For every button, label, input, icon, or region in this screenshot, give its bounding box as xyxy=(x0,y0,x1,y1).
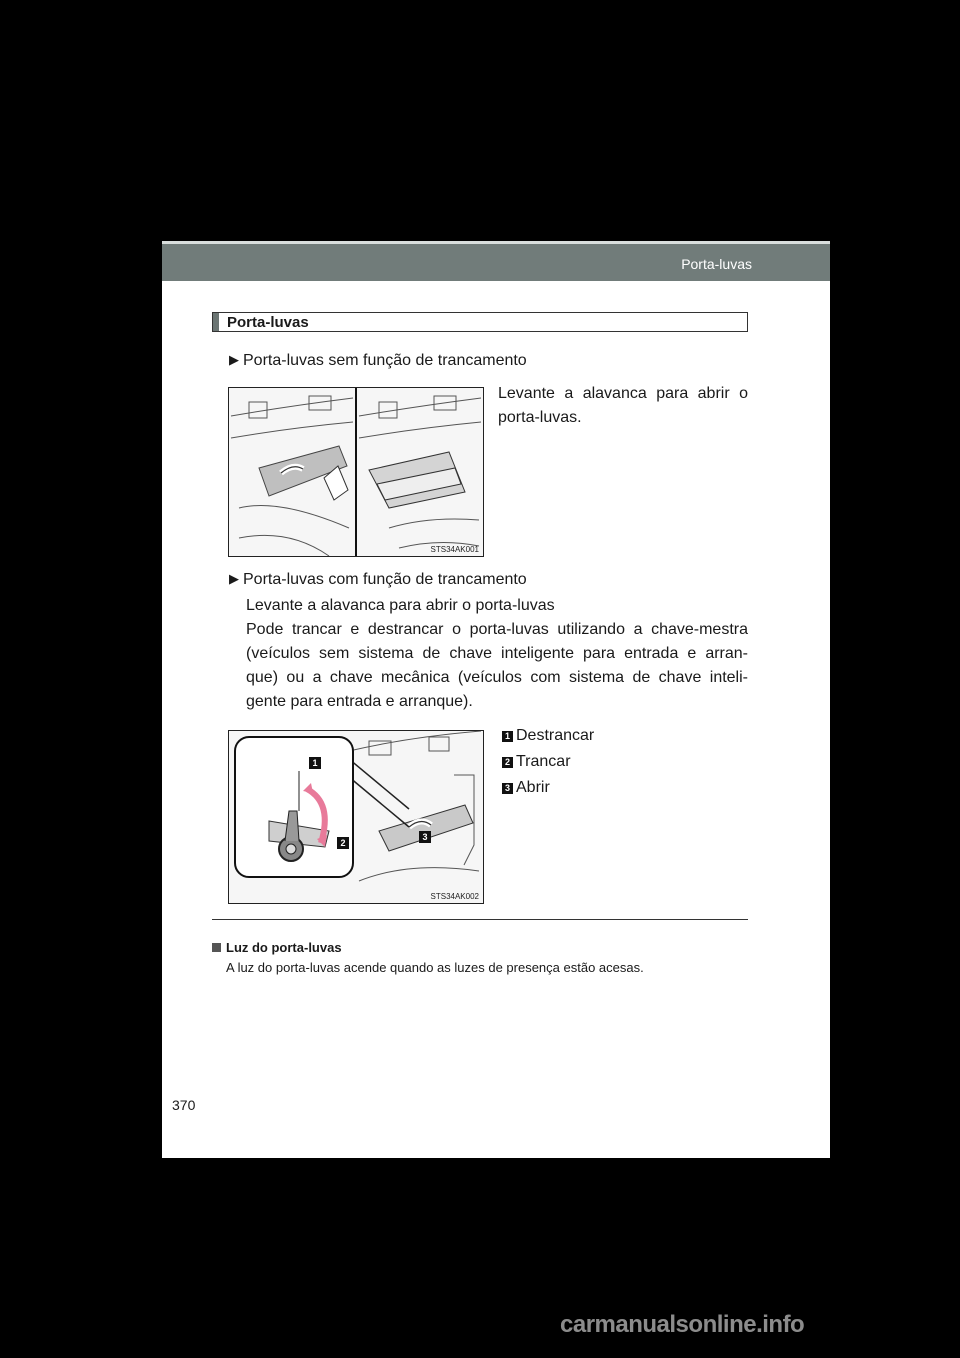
figure-glovebox-lock xyxy=(228,730,484,904)
item1-heading: ▶ Porta-luvas sem função de trancamento xyxy=(229,352,527,369)
step-number-badge: 1 xyxy=(502,731,513,742)
glovebox-illustration xyxy=(229,388,483,556)
manual-page xyxy=(162,241,830,1158)
header-title: Porta-luvas xyxy=(681,256,752,272)
section-divider xyxy=(212,919,748,920)
page-header xyxy=(162,241,830,281)
figure-code: STS34AK001 xyxy=(430,545,479,554)
watermark: carmanualsonline.info xyxy=(560,1311,805,1338)
note-text: A luz do porta-luvas acende quando as luzes de presença estão acesas. xyxy=(226,960,644,975)
figure-code: STS34AK002 xyxy=(430,892,479,901)
step-3: 3 Abrir xyxy=(502,778,550,798)
triangle-right-icon: ▶ xyxy=(229,352,239,367)
svg-text:2: 2 xyxy=(340,838,346,848)
svg-text:3: 3 xyxy=(422,832,428,842)
page-number: 370 xyxy=(172,1097,196,1113)
figure-glovebox-open xyxy=(228,387,484,557)
item1-text: Levante a alavanca para abrir o porta-luvas. xyxy=(498,385,748,426)
section-title: Porta-luvas xyxy=(227,314,309,331)
step-1: 1 Destrancar xyxy=(502,726,594,746)
square-icon xyxy=(212,943,221,952)
item2-heading: ▶ Porta-luvas com função de trancamento xyxy=(229,571,527,588)
step-number-badge: 3 xyxy=(502,783,513,794)
note-title: Luz do porta-luvas xyxy=(212,940,342,955)
item2-text: Levante a alavanca para abrir o porta-luvas Pode trancar e destrancar o porta-luvas utilizando a chave-mestra (veículos sem sistema de chave inteligente para entrada e arran- que) ou a chave mecânica (veículos com sistema de chave inteli- gente para entrada e arranque). xyxy=(246,597,748,710)
glovebox-lock-illustration xyxy=(229,731,483,903)
svg-text:1: 1 xyxy=(312,758,318,768)
step-2: 2 Trancar xyxy=(502,752,571,772)
triangle-right-icon: ▶ xyxy=(229,571,239,586)
section-heading xyxy=(212,312,748,332)
section-heading-bar xyxy=(213,313,219,331)
step-number-badge: 2 xyxy=(502,757,513,768)
